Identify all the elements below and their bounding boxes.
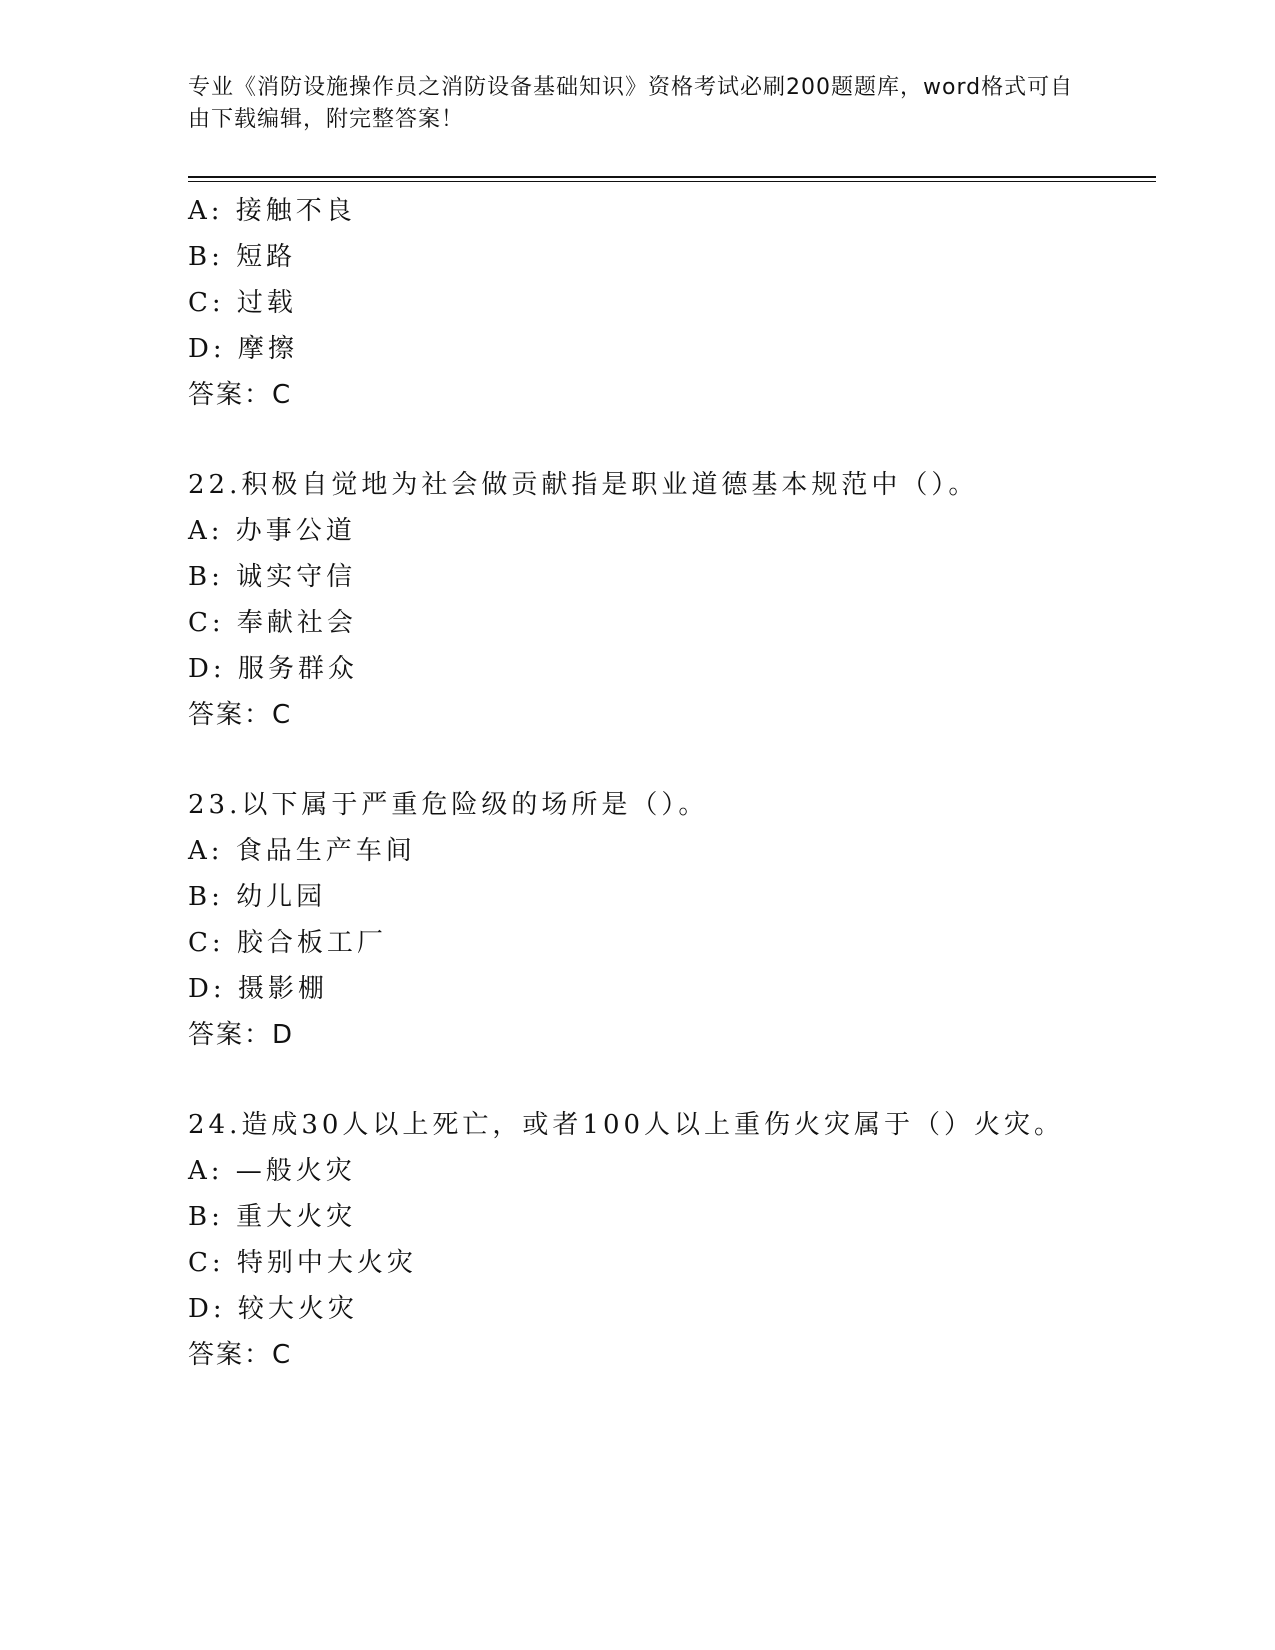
option-d: D: 摄影棚	[188, 974, 328, 1004]
option-d: D: 摩擦	[188, 334, 298, 364]
question-list	[188, 188, 1156, 1378]
header-rule-thin	[188, 181, 1156, 182]
option-b: B: 短路	[188, 242, 297, 272]
option-c: C: 奉献社会	[188, 608, 357, 638]
question-24	[188, 1102, 1156, 1378]
option-b: B: 幼儿园	[188, 882, 327, 912]
option-b: B: 重大火灾	[188, 1202, 357, 1232]
answer: 答案：C	[188, 700, 293, 730]
option-b: B: 诚实守信	[188, 562, 357, 592]
option-d: D: 服务群众	[188, 654, 358, 684]
option-a: A: —般火灾	[188, 1156, 356, 1186]
answer: 答案：D	[188, 1020, 295, 1050]
option-d: D: 较大火灾	[188, 1294, 358, 1324]
answer: 答案：C	[188, 380, 293, 410]
question-stem: 23.以下属于严重危险级的场所是（）。	[188, 790, 709, 820]
answer: 答案：C	[188, 1340, 293, 1370]
question-22	[188, 462, 1156, 738]
option-c: C: 过载	[188, 288, 297, 318]
option-a: A: 接触不良	[188, 196, 356, 226]
option-a: A: 办事公道	[188, 516, 356, 546]
option-c: C: 特别中大火灾	[188, 1248, 417, 1278]
header-rule	[188, 176, 1156, 178]
question-stem: 24.造成30人以上死亡，或者100人以上重伤火灾属于（）火灾。	[188, 1110, 1065, 1140]
question-21	[188, 188, 1156, 418]
question-23	[188, 782, 1156, 1058]
option-c: C: 胶合板工厂	[188, 928, 387, 958]
question-stem: 22.积极自觉地为社会做贡献指是职业道德基本规范中（）。	[188, 470, 979, 500]
option-a: A: 食品生产车间	[188, 836, 416, 866]
document-header: 专业《消防设施操作员之消防设备基础知识》资格考试必刷200题题库，word格式可自由下载编辑，附完整答案！	[188, 75, 1074, 132]
